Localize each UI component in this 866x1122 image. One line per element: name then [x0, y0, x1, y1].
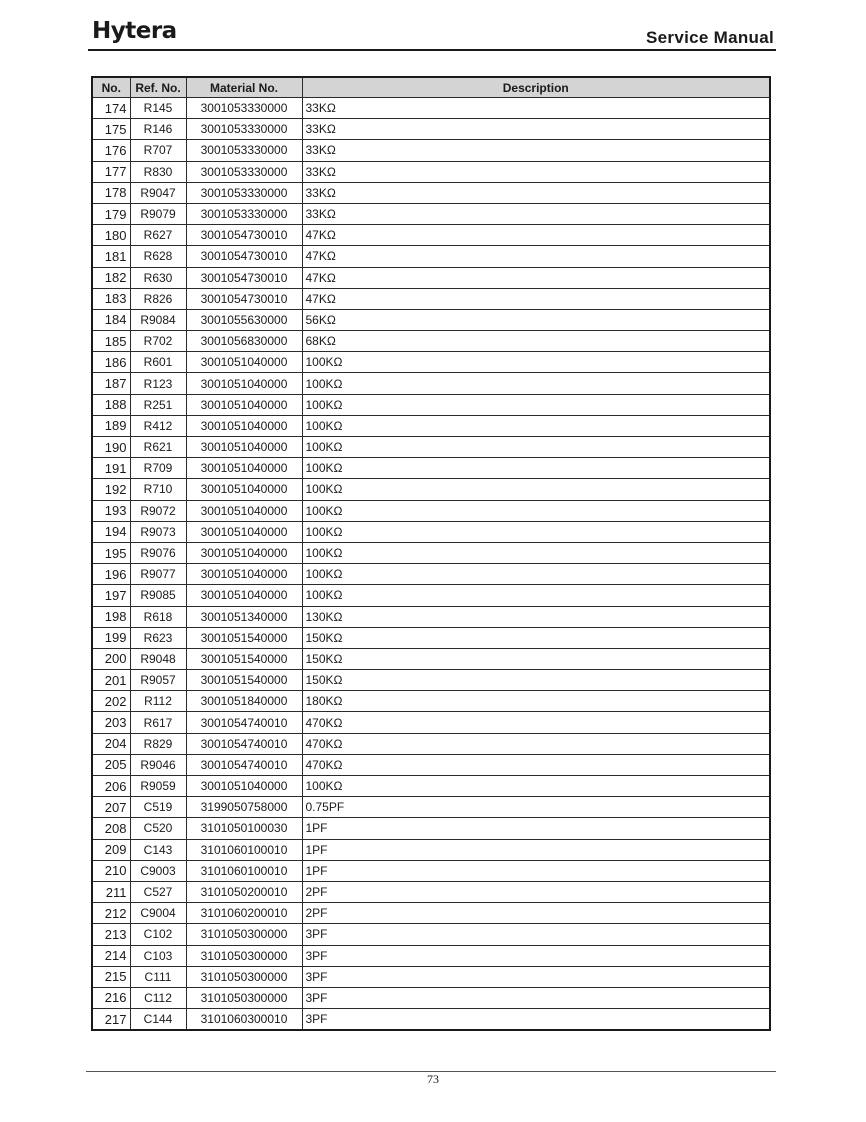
- cell-material-no: 3001055630000: [186, 309, 302, 330]
- cell-ref-no: C9004: [130, 903, 186, 924]
- cell-no: 175: [92, 119, 130, 140]
- cell-description: 33KΩ: [302, 140, 770, 161]
- table-row: [92, 267, 770, 288]
- table-row: [92, 415, 770, 436]
- cell-description: 68KΩ: [302, 331, 770, 352]
- cell-no: 209: [92, 839, 130, 860]
- column-header-ref-no: Ref. No.: [130, 77, 186, 98]
- table-row: [92, 98, 770, 119]
- cell-ref-no: R617: [130, 712, 186, 733]
- cell-description: 100KΩ: [302, 415, 770, 436]
- table-row: [92, 670, 770, 691]
- cell-no: 198: [92, 606, 130, 627]
- table-row: [92, 458, 770, 479]
- cell-ref-no: R709: [130, 458, 186, 479]
- cell-description: 470KΩ: [302, 754, 770, 775]
- table-row: [92, 881, 770, 902]
- cell-material-no: 3001054730010: [186, 225, 302, 246]
- cell-material-no: 3001056830000: [186, 331, 302, 352]
- cell-material-no: 3001051040000: [186, 542, 302, 563]
- cell-no: 177: [92, 161, 130, 182]
- cell-material-no: 3001051040000: [186, 373, 302, 394]
- column-header-material-no: Material No.: [186, 77, 302, 98]
- cell-ref-no: R251: [130, 394, 186, 415]
- cell-material-no: 3101050100030: [186, 818, 302, 839]
- table-row: [92, 945, 770, 966]
- cell-description: 56KΩ: [302, 309, 770, 330]
- cell-ref-no: R621: [130, 437, 186, 458]
- cell-description: 100KΩ: [302, 776, 770, 797]
- cell-ref-no: R627: [130, 225, 186, 246]
- cell-no: 205: [92, 754, 130, 775]
- table-row: [92, 373, 770, 394]
- table-row: [92, 839, 770, 860]
- cell-material-no: 3001051540000: [186, 670, 302, 691]
- cell-material-no: 3001053330000: [186, 98, 302, 119]
- cell-material-no: 3001051040000: [186, 776, 302, 797]
- table-row: [92, 733, 770, 754]
- cell-no: 214: [92, 945, 130, 966]
- table-row: [92, 606, 770, 627]
- cell-description: 100KΩ: [302, 458, 770, 479]
- cell-ref-no: R9073: [130, 521, 186, 542]
- cell-material-no: 3001053330000: [186, 161, 302, 182]
- table-row: [92, 966, 770, 987]
- cell-description: 47KΩ: [302, 267, 770, 288]
- column-header-description: Description: [302, 77, 770, 98]
- table-row: [92, 987, 770, 1008]
- cell-no: 179: [92, 203, 130, 224]
- cell-description: 33KΩ: [302, 98, 770, 119]
- cell-description: 33KΩ: [302, 119, 770, 140]
- cell-no: 192: [92, 479, 130, 500]
- cell-description: 1PF: [302, 839, 770, 860]
- cell-ref-no: R9084: [130, 309, 186, 330]
- table-row: [92, 648, 770, 669]
- cell-description: 33KΩ: [302, 203, 770, 224]
- cell-ref-no: R9077: [130, 564, 186, 585]
- cell-description: 1PF: [302, 860, 770, 881]
- table-row: [92, 352, 770, 373]
- cell-ref-no: C103: [130, 945, 186, 966]
- cell-ref-no: R146: [130, 119, 186, 140]
- table-row: [92, 627, 770, 648]
- cell-no: 200: [92, 648, 130, 669]
- cell-ref-no: R826: [130, 288, 186, 309]
- cell-ref-no: C112: [130, 987, 186, 1008]
- cell-ref-no: R710: [130, 479, 186, 500]
- cell-no: 211: [92, 881, 130, 902]
- table-row: [92, 712, 770, 733]
- table-row: [92, 331, 770, 352]
- cell-material-no: 3199050758000: [186, 797, 302, 818]
- cell-ref-no: R829: [130, 733, 186, 754]
- header-divider: [88, 49, 776, 51]
- cell-material-no: 3001054730010: [186, 246, 302, 267]
- cell-description: 47KΩ: [302, 225, 770, 246]
- table-row: [92, 754, 770, 775]
- cell-description: 100KΩ: [302, 542, 770, 563]
- cell-ref-no: R9046: [130, 754, 186, 775]
- cell-material-no: 3001051040000: [186, 585, 302, 606]
- cell-description: 100KΩ: [302, 585, 770, 606]
- table-row: [92, 140, 770, 161]
- cell-no: 193: [92, 500, 130, 521]
- cell-ref-no: R830: [130, 161, 186, 182]
- cell-material-no: 3001051040000: [186, 458, 302, 479]
- cell-no: 189: [92, 415, 130, 436]
- cell-material-no: 3001051840000: [186, 691, 302, 712]
- cell-description: 47KΩ: [302, 246, 770, 267]
- cell-description: 100KΩ: [302, 564, 770, 585]
- cell-no: 183: [92, 288, 130, 309]
- table-row: [92, 500, 770, 521]
- cell-description: 100KΩ: [302, 352, 770, 373]
- cell-material-no: 3001051040000: [186, 437, 302, 458]
- cell-ref-no: C143: [130, 839, 186, 860]
- cell-material-no: 3101050300000: [186, 924, 302, 945]
- cell-description: 130KΩ: [302, 606, 770, 627]
- cell-no: 202: [92, 691, 130, 712]
- cell-no: 186: [92, 352, 130, 373]
- brand-logo: Hytera: [92, 18, 177, 44]
- cell-ref-no: R9057: [130, 670, 186, 691]
- table-row: [92, 691, 770, 712]
- cell-description: 3PF: [302, 1009, 770, 1031]
- cell-no: 182: [92, 267, 130, 288]
- table-row: [92, 119, 770, 140]
- cell-ref-no: R601: [130, 352, 186, 373]
- document-title: Service Manual: [646, 28, 774, 47]
- table-row: [92, 182, 770, 203]
- cell-no: 212: [92, 903, 130, 924]
- cell-description: 100KΩ: [302, 394, 770, 415]
- cell-no: 176: [92, 140, 130, 161]
- cell-material-no: 3001054740010: [186, 733, 302, 754]
- cell-description: 150KΩ: [302, 627, 770, 648]
- cell-material-no: 3001053330000: [186, 182, 302, 203]
- cell-description: 3PF: [302, 987, 770, 1008]
- cell-material-no: 3001054740010: [186, 754, 302, 775]
- cell-ref-no: R412: [130, 415, 186, 436]
- cell-description: 180KΩ: [302, 691, 770, 712]
- cell-material-no: 3001053330000: [186, 203, 302, 224]
- table-row: [92, 479, 770, 500]
- cell-no: 213: [92, 924, 130, 945]
- cell-material-no: 3001054730010: [186, 267, 302, 288]
- cell-ref-no: C519: [130, 797, 186, 818]
- cell-material-no: 3001051340000: [186, 606, 302, 627]
- cell-description: 2PF: [302, 903, 770, 924]
- cell-description: 3PF: [302, 966, 770, 987]
- table-row: [92, 564, 770, 585]
- cell-description: 33KΩ: [302, 161, 770, 182]
- table-row: [92, 161, 770, 182]
- cell-description: 1PF: [302, 818, 770, 839]
- cell-description: 100KΩ: [302, 500, 770, 521]
- cell-description: 3PF: [302, 945, 770, 966]
- parts-list-table: [91, 76, 771, 1031]
- cell-ref-no: R145: [130, 98, 186, 119]
- cell-ref-no: R618: [130, 606, 186, 627]
- cell-material-no: 3001054740010: [186, 712, 302, 733]
- cell-description: 100KΩ: [302, 373, 770, 394]
- cell-description: 150KΩ: [302, 670, 770, 691]
- cell-no: 185: [92, 331, 130, 352]
- cell-description: 470KΩ: [302, 733, 770, 754]
- cell-no: 201: [92, 670, 130, 691]
- cell-no: 181: [92, 246, 130, 267]
- cell-material-no: 3101060100010: [186, 839, 302, 860]
- cell-ref-no: R628: [130, 246, 186, 267]
- cell-no: 178: [92, 182, 130, 203]
- cell-no: 195: [92, 542, 130, 563]
- cell-material-no: 3001051040000: [186, 394, 302, 415]
- cell-material-no: 3101060200010: [186, 903, 302, 924]
- table-row: [92, 818, 770, 839]
- cell-no: 199: [92, 627, 130, 648]
- cell-ref-no: C520: [130, 818, 186, 839]
- cell-no: 207: [92, 797, 130, 818]
- cell-description: 100KΩ: [302, 437, 770, 458]
- cell-ref-no: C102: [130, 924, 186, 945]
- cell-material-no: 3001051540000: [186, 648, 302, 669]
- cell-ref-no: R702: [130, 331, 186, 352]
- cell-ref-no: C144: [130, 1009, 186, 1031]
- cell-ref-no: R623: [130, 627, 186, 648]
- cell-material-no: 3101050300000: [186, 987, 302, 1008]
- cell-ref-no: R9059: [130, 776, 186, 797]
- cell-no: 206: [92, 776, 130, 797]
- cell-no: 196: [92, 564, 130, 585]
- cell-description: 47KΩ: [302, 288, 770, 309]
- table-row: [92, 542, 770, 563]
- cell-description: 150KΩ: [302, 648, 770, 669]
- cell-ref-no: R630: [130, 267, 186, 288]
- cell-description: 33KΩ: [302, 182, 770, 203]
- cell-material-no: 3101050300000: [186, 945, 302, 966]
- cell-description: 100KΩ: [302, 479, 770, 500]
- cell-material-no: 3001051040000: [186, 500, 302, 521]
- cell-material-no: 3001051040000: [186, 564, 302, 585]
- cell-material-no: 3001051540000: [186, 627, 302, 648]
- table-row: [92, 585, 770, 606]
- cell-material-no: 3101050200010: [186, 881, 302, 902]
- cell-material-no: 3001051040000: [186, 479, 302, 500]
- cell-material-no: 3001051040000: [186, 415, 302, 436]
- table-row: [92, 309, 770, 330]
- cell-material-no: 3101060100010: [186, 860, 302, 881]
- cell-no: 190: [92, 437, 130, 458]
- cell-ref-no: R9085: [130, 585, 186, 606]
- cell-no: 187: [92, 373, 130, 394]
- table-row: [92, 288, 770, 309]
- cell-no: 210: [92, 860, 130, 881]
- table-row: [92, 797, 770, 818]
- cell-ref-no: R9048: [130, 648, 186, 669]
- cell-ref-no: R9079: [130, 203, 186, 224]
- table-row: [92, 521, 770, 542]
- cell-ref-no: R9076: [130, 542, 186, 563]
- cell-no: 180: [92, 225, 130, 246]
- cell-no: 191: [92, 458, 130, 479]
- page-number: 73: [427, 1072, 439, 1086]
- cell-ref-no: R9072: [130, 500, 186, 521]
- cell-material-no: 3101050300000: [186, 966, 302, 987]
- cell-no: 184: [92, 309, 130, 330]
- cell-description: 100KΩ: [302, 521, 770, 542]
- cell-material-no: 3001051040000: [186, 352, 302, 373]
- column-header-no: No.: [92, 77, 130, 98]
- cell-description: 470KΩ: [302, 712, 770, 733]
- cell-description: 2PF: [302, 881, 770, 902]
- table-body: [92, 98, 770, 1031]
- cell-material-no: 3001053330000: [186, 119, 302, 140]
- table-row: [92, 776, 770, 797]
- table-row: [92, 860, 770, 881]
- table-header-row: [92, 77, 770, 98]
- cell-material-no: 3001053330000: [186, 140, 302, 161]
- table-row: [92, 225, 770, 246]
- table-row: [92, 437, 770, 458]
- cell-material-no: 3101060300010: [186, 1009, 302, 1031]
- cell-ref-no: C111: [130, 966, 186, 987]
- cell-ref-no: R9047: [130, 182, 186, 203]
- cell-no: 215: [92, 966, 130, 987]
- cell-ref-no: C527: [130, 881, 186, 902]
- cell-no: 208: [92, 818, 130, 839]
- cell-description: 3PF: [302, 924, 770, 945]
- cell-no: 204: [92, 733, 130, 754]
- cell-no: 194: [92, 521, 130, 542]
- cell-no: 197: [92, 585, 130, 606]
- cell-no: 174: [92, 98, 130, 119]
- cell-no: 188: [92, 394, 130, 415]
- cell-ref-no: C9003: [130, 860, 186, 881]
- cell-description: 0.75PF: [302, 797, 770, 818]
- table-row: [92, 203, 770, 224]
- cell-material-no: 3001054730010: [186, 288, 302, 309]
- cell-no: 216: [92, 987, 130, 1008]
- cell-no: 217: [92, 1009, 130, 1031]
- cell-no: 203: [92, 712, 130, 733]
- table-row: [92, 246, 770, 267]
- table-row: [92, 924, 770, 945]
- cell-ref-no: R123: [130, 373, 186, 394]
- table-row: [92, 1009, 770, 1031]
- table-row: [92, 903, 770, 924]
- cell-ref-no: R112: [130, 691, 186, 712]
- cell-ref-no: R707: [130, 140, 186, 161]
- cell-material-no: 3001051040000: [186, 521, 302, 542]
- table-row: [92, 394, 770, 415]
